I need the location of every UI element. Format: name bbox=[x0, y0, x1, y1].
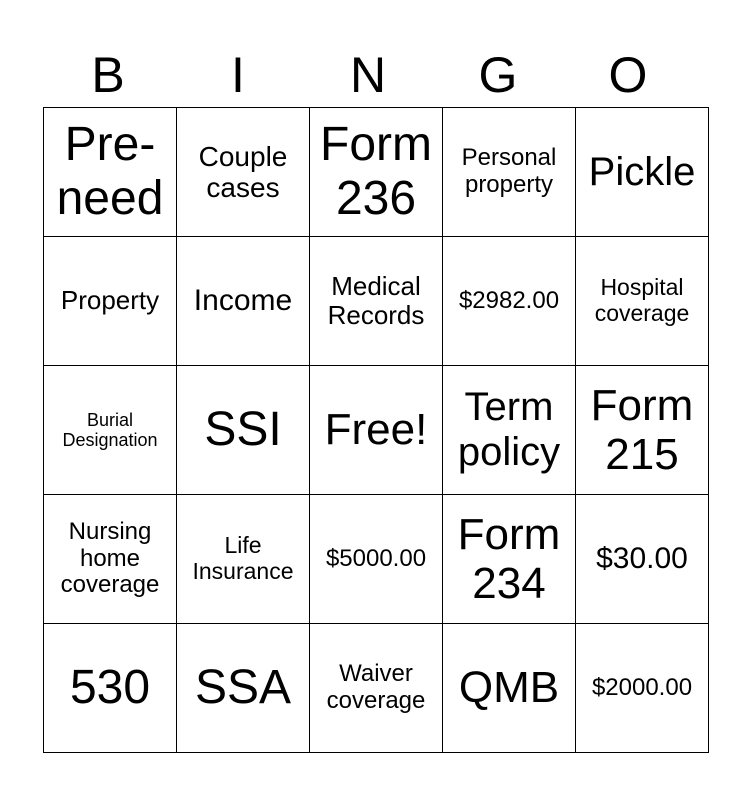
board-row bbox=[44, 366, 709, 495]
bingo-cell[interactable]: $2000.00 bbox=[576, 624, 709, 753]
bingo-cell[interactable]: SSI bbox=[177, 366, 310, 495]
bingo-cell[interactable]: Pre-need bbox=[44, 108, 177, 237]
bingo-cell[interactable]: 530 bbox=[44, 624, 177, 753]
bingo-cell[interactable]: Personal property bbox=[443, 108, 576, 237]
free-space-cell[interactable]: Free! bbox=[310, 366, 443, 495]
bingo-cell[interactable]: Life Insurance bbox=[177, 495, 310, 624]
header-letter-n: N bbox=[349, 47, 387, 103]
bingo-cell[interactable]: Form 236 bbox=[310, 108, 443, 237]
bingo-cell[interactable]: Income bbox=[177, 237, 310, 366]
bingo-cell[interactable]: Form 215 bbox=[576, 366, 709, 495]
bingo-cell[interactable]: QMB bbox=[443, 624, 576, 753]
bingo-board bbox=[43, 107, 709, 753]
bingo-cell[interactable]: Hospital coverage bbox=[576, 237, 709, 366]
bingo-cell[interactable]: $2982.00 bbox=[443, 237, 576, 366]
bingo-cell[interactable]: Nursing home coverage bbox=[44, 495, 177, 624]
board-row bbox=[44, 624, 709, 753]
header-letter-g: G bbox=[478, 47, 518, 103]
bingo-cell[interactable]: $30.00 bbox=[576, 495, 709, 624]
bingo-cell[interactable]: Term policy bbox=[443, 366, 576, 495]
bingo-cell[interactable]: $5000.00 bbox=[310, 495, 443, 624]
header-letter-o: O bbox=[608, 47, 648, 103]
bingo-cell[interactable]: Property bbox=[44, 237, 177, 366]
bingo-cell[interactable]: Form 234 bbox=[443, 495, 576, 624]
bingo-cell[interactable]: Medical Records bbox=[310, 237, 443, 366]
bingo-cell[interactable]: Pickle bbox=[576, 108, 709, 237]
bingo-cell[interactable]: Couple cases bbox=[177, 108, 310, 237]
bingo-cell[interactable]: SSA bbox=[177, 624, 310, 753]
header-letter-i: I bbox=[231, 47, 245, 103]
bingo-header bbox=[43, 45, 693, 105]
header-letter-b: B bbox=[91, 47, 125, 103]
board-row bbox=[44, 495, 709, 624]
board-row bbox=[44, 237, 709, 366]
bingo-cell[interactable]: Waiver coverage bbox=[310, 624, 443, 753]
bingo-cell[interactable]: Burial Designation bbox=[44, 366, 177, 495]
board-row bbox=[44, 108, 709, 237]
